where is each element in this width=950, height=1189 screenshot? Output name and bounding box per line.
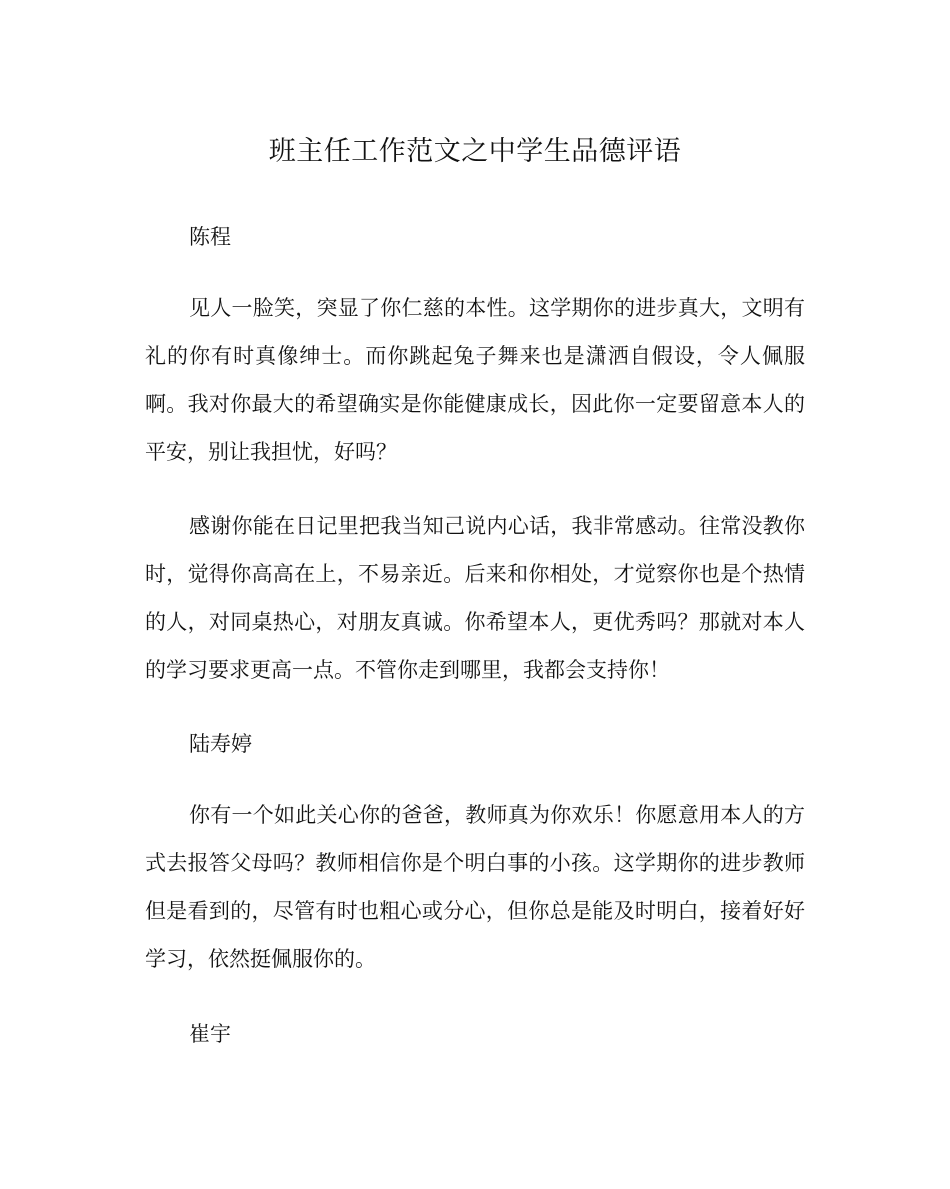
document-title: 班主任工作范文之中学生品德评语 <box>268 136 682 167</box>
comment-paragraph: 感谢你能在日记里把我当知己说内心话，我非常感动。往常没教你时，觉得你高高在上，不易亲近。后来和你相处，才觉察你也是个热情的人，对同桌热心，对朋友真诚。你希望本人，更优秀吗？那就对本人的学习要求更高一点。不管你走到哪里，我都会支持你！ <box>145 514 805 682</box>
student-name-chen-cheng: 陈程 <box>189 225 231 249</box>
comment-paragraph: 你有一个如此关心你的爸爸，教师真为你欢乐！你愿意用本人的方式去报答父母吗？教师相信你是个明白事的小孩。这学期你的进步教师但是看到的，尽管有时也粗心或分心，但你总是能及时明白，接着好好学习，依然挺佩服你的。 <box>145 803 805 971</box>
student-name-cui-yu: 崔宇 <box>189 1022 231 1046</box>
comment-paragraph: 见人一脸笑，突显了你仁慈的本性。这学期你的进步真大，文明有礼的你有时真像绅士。而你跳起兔子舞来也是潇洒自假设，令人佩服啊。我对你最大的希望确实是你能健康成长，因此你一定要留意本人的平安，别让我担忧，好吗？ <box>145 296 805 464</box>
student-name-lu-shouting: 陆寿婷 <box>189 732 252 756</box>
